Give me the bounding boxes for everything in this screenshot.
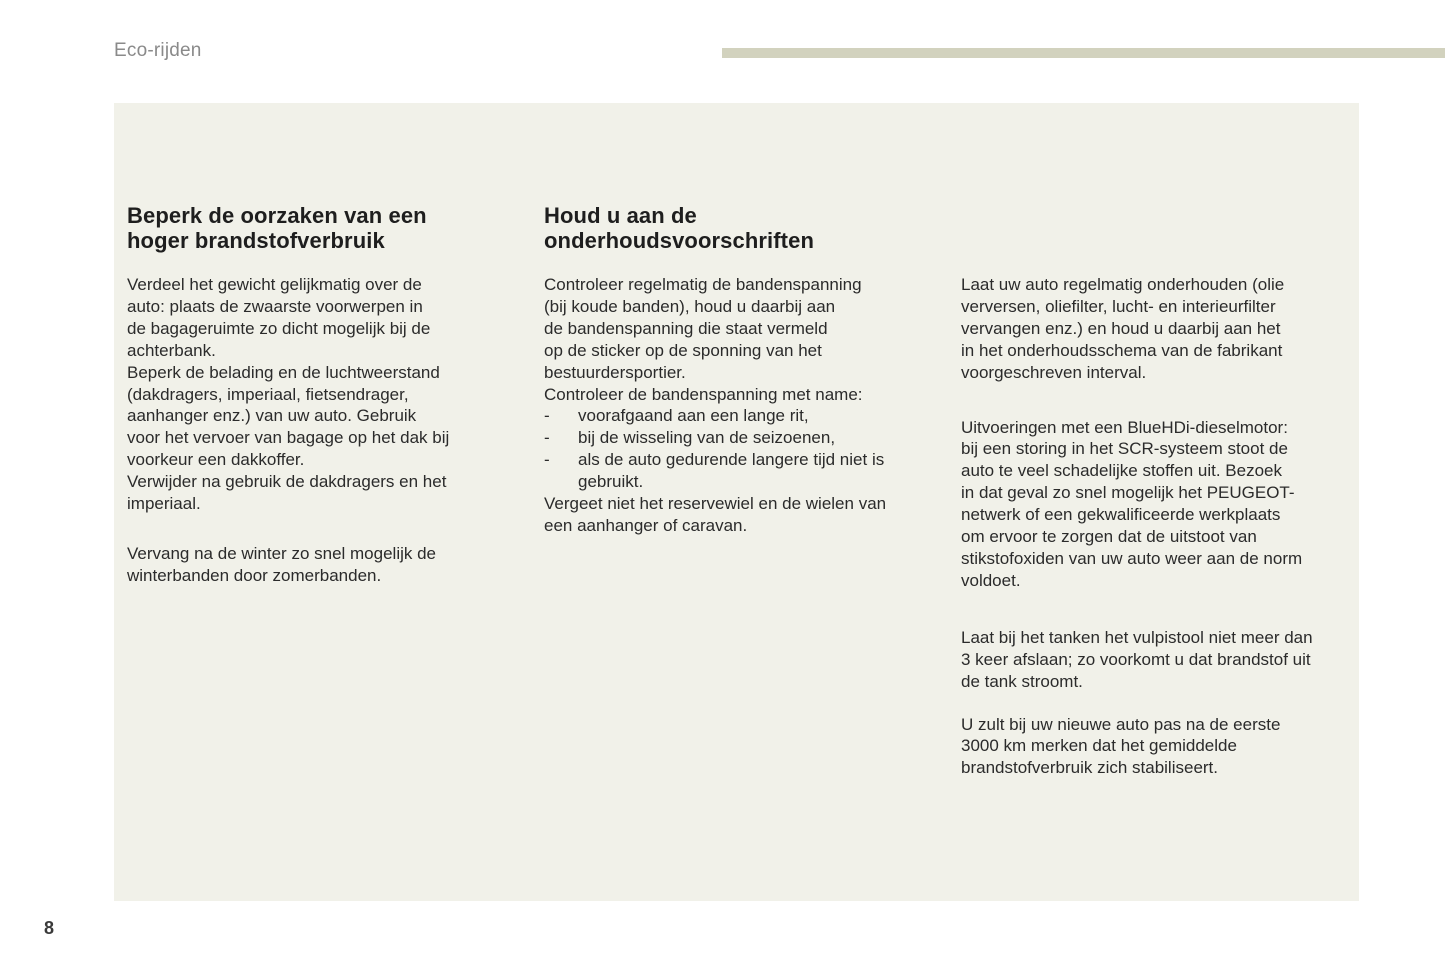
tyre-check-list bbox=[544, 405, 934, 493]
paragraph-weight-distribution: Verdeel het gewicht gelijkmatig over de auto: plaats de zwaarste voorwerpen in de bagageruimte zo dicht mogelijk bij de achterbank. Beperk de belading en de luchtweerstand (dakdragers, imperiaal, fietsendrager, aanhanger enz.) van uw auto. Gebruik voor het vervoer van bagage op het dak bij voorkeur een dakkoffer. Verwijder na gebruik de dakdragers en het imperiaal. bbox=[127, 275, 450, 514]
column-maintenance bbox=[544, 204, 934, 537]
paragraph-winter-tyres: Vervang na de winter zo snel mogelijk de winterbanden door zomerbanden. bbox=[127, 543, 437, 585]
section-title: Eco-rijden bbox=[114, 40, 202, 61]
list-item-text: bij de wisseling van de seizoenen, bbox=[578, 428, 836, 448]
paragraph-refuelling: Laat bij het tanken het vulpistool niet meer dan 3 keer afslaan; zo voorkomt u dat brandstof uit de tank stroomt. bbox=[961, 627, 1313, 691]
page-number: 8 bbox=[44, 918, 55, 938]
list-item bbox=[544, 427, 934, 449]
column-additional-tips bbox=[961, 274, 1356, 779]
header-decorative-bar bbox=[722, 48, 1445, 58]
heading-maintenance: Houd u aan de onderhoudsvoorschriften bbox=[544, 203, 814, 253]
paragraph-regular-service: Laat uw auto regelmatig onderhouden (olie verversen, oliefilter, lucht- en interieurfilter vervangen enz.) en houd u daarbij aan het in het onderhoudsschema van de fabrikant voorgeschreven interval. bbox=[961, 275, 1285, 382]
list-item-text: voorafgaand aan een lange rit, bbox=[578, 406, 809, 426]
list-item bbox=[544, 405, 934, 427]
paragraph-spare-wheel: Vergeet niet het reservewiel en de wielen van een aanhanger of caravan. bbox=[544, 494, 887, 535]
dash-marker: - bbox=[544, 428, 550, 448]
column-fuel-consumption bbox=[127, 204, 497, 587]
list-item-text: als de auto gedurende langere tijd niet is gebruikt. bbox=[578, 450, 885, 492]
dash-marker: - bbox=[544, 406, 550, 426]
paragraph-bluehdi: Uitvoeringen met een BlueHDi-dieselmotor: bij een storing in het SCR-systeem stoot de auto te veel schadelijke stoffen uit. Bezoek in dat geval zo snel mogelijk het PEUGEOT- netwerk of een gekwalificeerde werkplaats om ervoor te zorgen dat de uitstoot van stikstofoxiden van uw auto weer aan de norm voldoet. bbox=[961, 417, 1303, 590]
paragraph-new-car-consumption: U zult bij uw nieuwe auto pas na de eerste 3000 km merken dat het gemiddelde brandstofverbruik zich stabiliseert. bbox=[961, 714, 1281, 778]
list-item bbox=[544, 449, 934, 493]
paragraph-tyre-pressure: Controleer regelmatig de bandenspanning (bij koude banden), houd u daarbij aan de bandenspanning die staat vermeld op de sticker op de sponning van het bestuurdersportier. Controleer de bandenspanning met name: bbox=[544, 275, 863, 404]
heading-fuel-consumption: Beperk de oorzaken van een hoger brandstofverbruik bbox=[127, 203, 427, 253]
dash-marker: - bbox=[544, 450, 550, 470]
